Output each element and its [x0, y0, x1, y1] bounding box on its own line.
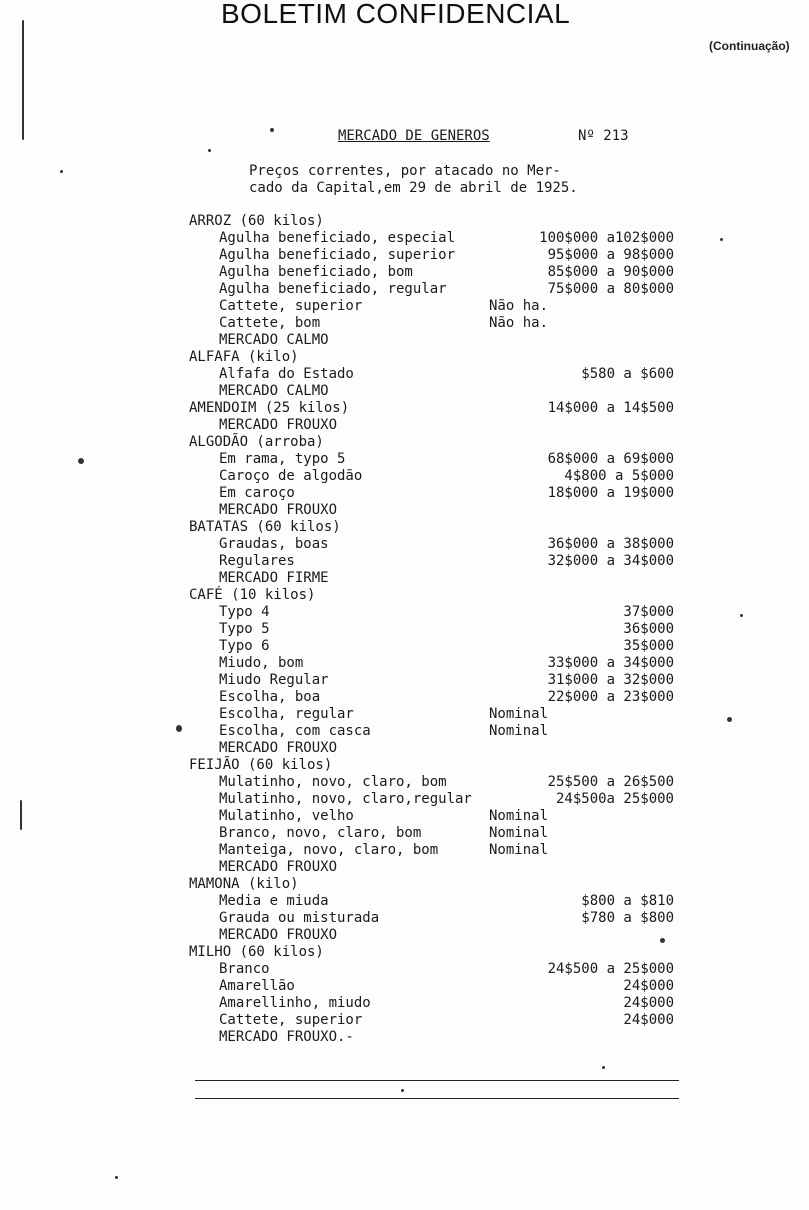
- continuation-note: (Continuação): [709, 39, 790, 53]
- item-price: 100$000 a102$000: [539, 230, 674, 246]
- item-price: 31$000 a 32$000: [547, 672, 674, 688]
- market-status: MERCADO FROUXO: [219, 740, 338, 756]
- market-status-row: [0, 417, 809, 434]
- item-status: Nominal: [489, 825, 549, 841]
- item-price: 75$000 a 80$000: [547, 281, 674, 297]
- item-row: [0, 910, 809, 927]
- item-name: Media e miuda: [219, 893, 329, 909]
- item-row: [0, 468, 809, 485]
- category-row: [0, 213, 809, 230]
- item-price: 36$000 a 38$000: [547, 536, 674, 552]
- item-row: [0, 553, 809, 570]
- market-status: MERCADO CALMO: [219, 383, 329, 399]
- item-name: Branco, novo, claro, bom: [219, 825, 422, 841]
- category-heading: AMENDOIM (25 kilos): [189, 400, 350, 416]
- item-row: [0, 774, 809, 791]
- item-name: Miudo, bom: [219, 655, 304, 671]
- item-row: [0, 315, 809, 332]
- category-row: [0, 400, 809, 417]
- item-name: Typo 4: [219, 604, 270, 620]
- divider-line: [195, 1098, 679, 1099]
- item-name: Mulatinho, novo, claro,regular: [219, 791, 472, 807]
- item-row: [0, 1012, 809, 1029]
- item-row: [0, 247, 809, 264]
- item-row: [0, 995, 809, 1012]
- category-heading: BATATAS (60 kilos): [189, 519, 341, 535]
- market-status-row: [0, 502, 809, 519]
- section-title: MERCADO DE GENEROS: [338, 128, 490, 144]
- market-status-row: [0, 927, 809, 944]
- category-row: [0, 519, 809, 536]
- item-name: Agulha beneficiado, bom: [219, 264, 413, 280]
- category-row: [0, 587, 809, 604]
- item-price: 32$000 a 34$000: [547, 553, 674, 569]
- market-status: MERCADO FROUXO.-: [219, 1029, 354, 1045]
- item-name: Escolha, regular: [219, 706, 354, 722]
- item-name: Mulatinho, novo, claro, bom: [219, 774, 447, 790]
- item-status: Nominal: [489, 808, 549, 824]
- item-status: Nominal: [489, 723, 549, 739]
- item-row: [0, 451, 809, 468]
- item-row: [0, 689, 809, 706]
- item-price: 24$500a 25$000: [555, 791, 674, 807]
- item-name: Escolha, com casca: [219, 723, 371, 739]
- item-name: Cattete, bom: [219, 315, 321, 331]
- item-name: Agulha beneficiado, especial: [219, 230, 456, 246]
- market-status: MERCADO FROUXO: [219, 417, 338, 433]
- item-row: [0, 638, 809, 655]
- category-row: [0, 944, 809, 961]
- item-status: Não ha.: [489, 298, 549, 314]
- item-status: Não ha.: [489, 315, 549, 331]
- market-status-row: [0, 1029, 809, 1046]
- item-name: Em caroço: [219, 485, 295, 501]
- category-heading: MILHO (60 kilos): [189, 944, 324, 960]
- item-row: [0, 961, 809, 978]
- item-row: [0, 825, 809, 842]
- item-price: 95$000 a 98$000: [547, 247, 674, 263]
- item-price: 35$000: [623, 638, 674, 654]
- divider-line: [195, 1080, 679, 1081]
- item-name: Agulha beneficiado, superior: [219, 247, 456, 263]
- category-heading: ALFAFA (kilo): [189, 349, 299, 365]
- item-status: Nominal: [489, 842, 549, 858]
- category-row: [0, 757, 809, 774]
- market-status-row: [0, 570, 809, 587]
- item-name: Manteiga, novo, claro, bom: [219, 842, 439, 858]
- item-price: 4$800 a 5$000: [564, 468, 674, 484]
- item-row: [0, 281, 809, 298]
- market-status: MERCADO FROUXO: [219, 927, 338, 943]
- item-price: $800 a $810: [581, 893, 674, 909]
- market-status-row: [0, 332, 809, 349]
- item-name: Typo 5: [219, 621, 270, 637]
- market-status: MERCADO CALMO: [219, 332, 329, 348]
- item-price: 24$500 a 25$000: [547, 961, 674, 977]
- item-price: 22$000 a 23$000: [547, 689, 674, 705]
- market-status: MERCADO FIRME: [219, 570, 329, 586]
- item-row: [0, 536, 809, 553]
- item-price: 36$000: [623, 621, 674, 637]
- market-status-row: [0, 383, 809, 400]
- item-name: Mulatinho, velho: [219, 808, 354, 824]
- item-name: Grauda ou misturada: [219, 910, 380, 926]
- item-price: 24$000: [623, 1012, 674, 1028]
- item-name: Escolha, boa: [219, 689, 321, 705]
- market-status: MERCADO FROUXO: [219, 502, 338, 518]
- intro-line: Preços correntes, por atacado no Mer-: [249, 163, 561, 179]
- item-name: Graudas, boas: [219, 536, 329, 552]
- item-name: Agulha beneficiado, regular: [219, 281, 447, 297]
- item-price: 85$000 a 90$000: [547, 264, 674, 280]
- item-name: Regulares: [219, 553, 295, 569]
- item-row: [0, 791, 809, 808]
- item-price: 68$000 a 69$000: [547, 451, 674, 467]
- market-status-row: [0, 740, 809, 757]
- item-row: [0, 978, 809, 995]
- item-name: Miudo Regular: [219, 672, 329, 688]
- item-row: [0, 655, 809, 672]
- category-row: [0, 349, 809, 366]
- item-name: Em rama, typo 5: [219, 451, 346, 467]
- price-list: [0, 213, 809, 1046]
- item-price: 24$000: [623, 978, 674, 994]
- item-price: $580 a $600: [581, 366, 674, 382]
- item-status: Nominal: [489, 706, 549, 722]
- market-status-row: [0, 859, 809, 876]
- item-name: Amarellinho, miudo: [219, 995, 371, 1011]
- item-price: 24$000: [623, 995, 674, 1011]
- category-heading: ALGODÃO (arroba): [189, 434, 324, 450]
- category-heading: ARROZ (60 kilos): [189, 213, 324, 229]
- item-price: 18$000 a 19$000: [547, 485, 674, 501]
- category-heading: MAMONA (kilo): [189, 876, 299, 892]
- category-heading: FEIJÃO (60 kilos): [189, 757, 333, 773]
- item-name: Caroço de algodão: [219, 468, 363, 484]
- category-heading: CAFÉ (10 kilos): [189, 587, 316, 603]
- item-price: 25$500 a 26$500: [547, 774, 674, 790]
- item-name: Amarellão: [219, 978, 295, 994]
- item-price: 37$000: [623, 604, 674, 620]
- intro-line: cado da Capital,em 29 de abril de 1925.: [249, 180, 578, 196]
- item-row: [0, 298, 809, 315]
- item-name: Cattete, superior: [219, 1012, 363, 1028]
- category-row: [0, 876, 809, 893]
- item-row: [0, 621, 809, 638]
- intro-text: [249, 163, 578, 197]
- item-row: [0, 808, 809, 825]
- item-price: 33$000 a 34$000: [547, 655, 674, 671]
- issue-number: Nº 213: [578, 128, 629, 144]
- item-row: [0, 604, 809, 621]
- masthead: BOLETIM CONFIDENCIAL: [221, 0, 571, 29]
- category-price: 14$000 a 14$500: [547, 400, 674, 416]
- item-row: [0, 723, 809, 740]
- item-name: Branco: [219, 961, 270, 977]
- item-row: [0, 264, 809, 281]
- item-row: [0, 893, 809, 910]
- item-row: [0, 672, 809, 689]
- item-name: Typo 6: [219, 638, 270, 654]
- item-price: $780 a $800: [581, 910, 674, 926]
- item-row: [0, 366, 809, 383]
- category-row: [0, 434, 809, 451]
- item-row: [0, 230, 809, 247]
- item-name: Alfafa do Estado: [219, 366, 354, 382]
- item-row: [0, 842, 809, 859]
- market-status: MERCADO FROUXO: [219, 859, 338, 875]
- item-name: Cattete, superior: [219, 298, 363, 314]
- item-row: [0, 485, 809, 502]
- item-row: [0, 706, 809, 723]
